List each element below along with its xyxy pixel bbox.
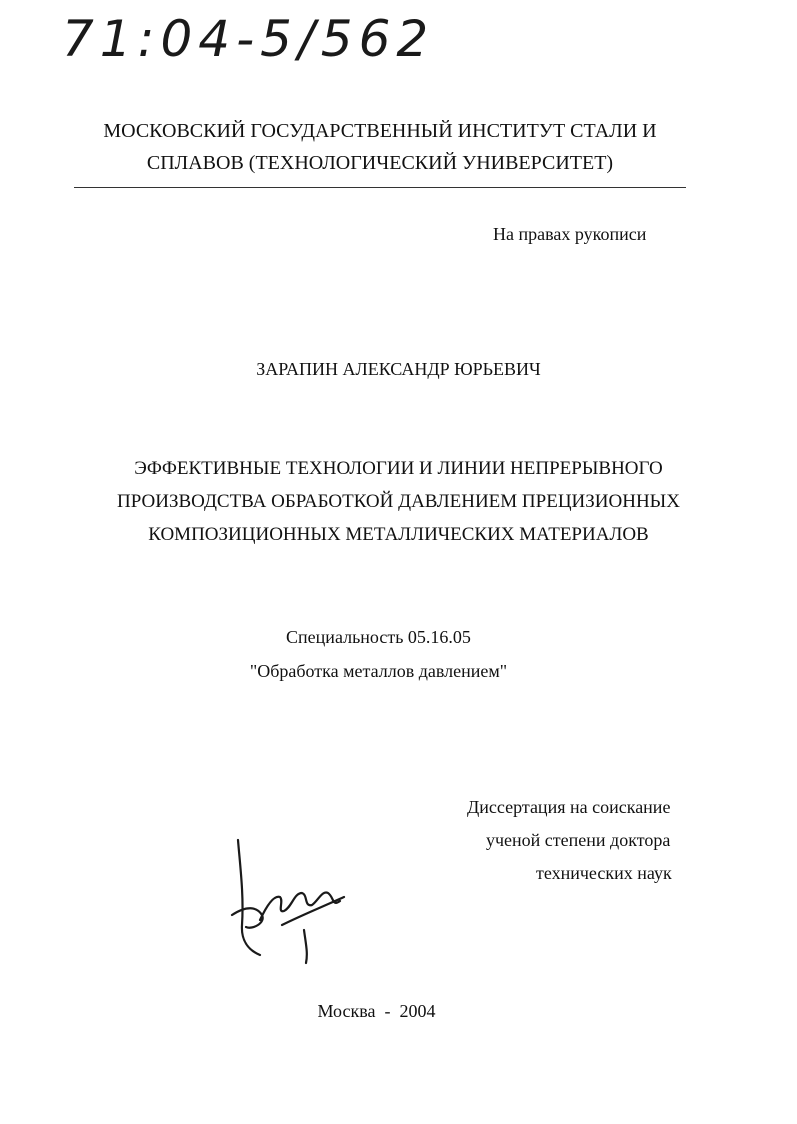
specialty-name: "Обработка металлов давлением" xyxy=(249,661,508,681)
handwritten-signature-icon xyxy=(222,835,362,975)
specialty-code: Специальность 05.16.05 xyxy=(286,627,471,647)
place-year: Москва - 2004 xyxy=(317,1001,436,1021)
archive-number: 71:04-5/562 xyxy=(62,10,435,68)
manuscript-note: На правах рукописи xyxy=(493,224,647,244)
degree-line-3: технических наук xyxy=(536,863,672,883)
author-name: ЗАРАПИН АЛЕКСАНДР ЮРЬЕВИЧ xyxy=(256,359,541,379)
title-line-3: КОМПОЗИЦИОННЫХ МЕТАЛЛИЧЕСКИХ МАТЕРИАЛОВ xyxy=(148,524,649,545)
institution-line-2: СПЛАВОВ (ТЕХНОЛОГИЧЕСКИЙ УНИВЕРСИТЕТ) xyxy=(146,152,614,174)
header-divider xyxy=(74,187,686,188)
institution-line-1: МОСКОВСКИЙ ГОСУДАРСТВЕННЫЙ ИНСТИТУТ СТАЛИ И xyxy=(103,120,657,142)
title-line-2: ПРОИЗВОДСТВА ОБРАБОТКОЙ ДАВЛЕНИЕМ ПРЕЦИЗИОННЫХ xyxy=(117,491,680,512)
title-line-1: ЭФФЕКТИВНЫЕ ТЕХНОЛОГИИ И ЛИНИИ НЕПРЕРЫВНОГО xyxy=(134,458,663,479)
degree-line-2: ученой степени доктора xyxy=(486,830,671,850)
degree-line-1: Диссертация на соискание xyxy=(467,797,671,817)
